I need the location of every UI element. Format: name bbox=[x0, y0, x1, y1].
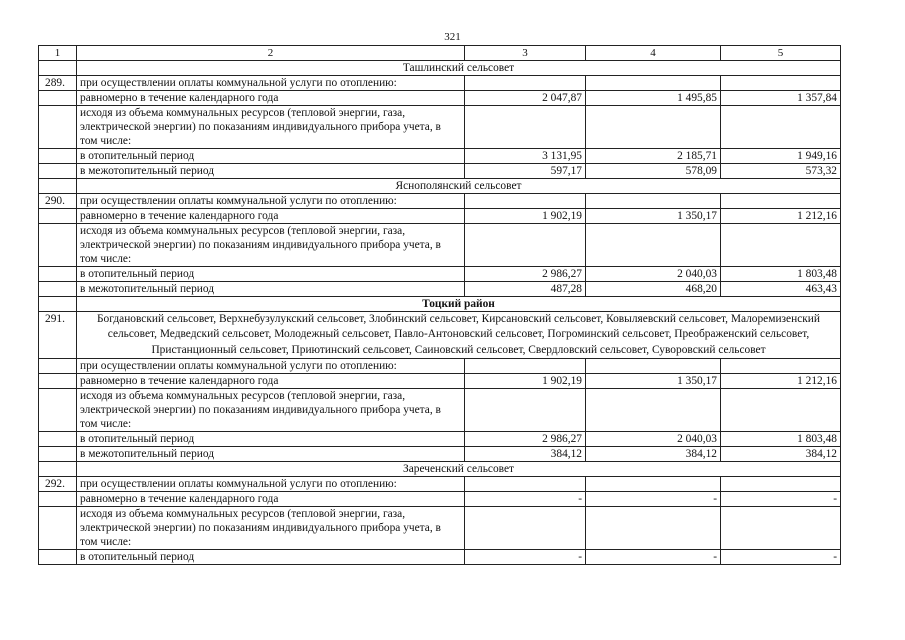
section-title: Ташлинский сельсовет bbox=[77, 61, 841, 76]
value-cell-col4 bbox=[586, 106, 721, 149]
table-row bbox=[39, 491, 841, 506]
row-number-cell: 291. bbox=[39, 312, 77, 359]
description-cell: равномерно в течение календарного года bbox=[77, 209, 465, 224]
value-cell-col4: 2 040,03 bbox=[586, 431, 721, 446]
table-row bbox=[39, 358, 841, 373]
value-cell-col5: 1 803,48 bbox=[721, 267, 841, 282]
description-cell: в межотопительный период bbox=[77, 282, 465, 297]
table-row bbox=[39, 209, 841, 224]
value-cell-col3 bbox=[465, 476, 586, 491]
row-number-cell bbox=[39, 61, 77, 76]
page-number: 321 bbox=[444, 31, 461, 43]
value-cell-col3: 384,12 bbox=[465, 446, 586, 461]
value-cell-col3: - bbox=[465, 549, 586, 564]
value-cell-col5: - bbox=[721, 549, 841, 564]
description-cell: в отопительный период bbox=[77, 549, 465, 564]
value-cell-col5: 1 212,16 bbox=[721, 209, 841, 224]
row-number-cell bbox=[39, 224, 77, 267]
value-cell-col3: 3 131,95 bbox=[465, 149, 586, 164]
table-row bbox=[39, 194, 841, 209]
row-number-cell bbox=[39, 267, 77, 282]
value-cell-col4: 468,20 bbox=[586, 282, 721, 297]
section-row bbox=[39, 61, 841, 76]
value-cell-col4: 1 495,85 bbox=[586, 91, 721, 106]
table-row bbox=[39, 106, 841, 149]
value-cell-col3 bbox=[465, 224, 586, 267]
description-cell: в отопительный период bbox=[77, 149, 465, 164]
table-row bbox=[39, 91, 841, 106]
table-row bbox=[39, 476, 841, 491]
value-cell-col4: 384,12 bbox=[586, 446, 721, 461]
section-row bbox=[39, 297, 841, 312]
value-cell-col3: - bbox=[465, 491, 586, 506]
table-row bbox=[39, 149, 841, 164]
row-number-cell bbox=[39, 373, 77, 388]
table-row bbox=[39, 446, 841, 461]
description-cell: равномерно в течение календарного года bbox=[77, 373, 465, 388]
description-cell: в отопительный период bbox=[77, 267, 465, 282]
value-cell-col3 bbox=[465, 358, 586, 373]
row-number-cell bbox=[39, 106, 77, 149]
table-row bbox=[39, 388, 841, 431]
row-number-cell: 289. bbox=[39, 76, 77, 91]
description-cell: при осуществлении оплаты коммунальной услуги по отоплению: bbox=[77, 194, 465, 209]
description-cell: в межотопительный период bbox=[77, 164, 465, 179]
description-cell: при осуществлении оплаты коммунальной услуги по отоплению: bbox=[77, 76, 465, 91]
column-header: 5 bbox=[721, 46, 841, 61]
row-number-cell bbox=[39, 149, 77, 164]
value-cell-col3 bbox=[465, 506, 586, 549]
table-row bbox=[39, 224, 841, 267]
value-cell-col3: 1 902,19 bbox=[465, 209, 586, 224]
row-number-cell bbox=[39, 549, 77, 564]
description-cell: при осуществлении оплаты коммунальной услуги по отоплению: bbox=[77, 358, 465, 373]
value-cell-col3 bbox=[465, 106, 586, 149]
table-row bbox=[39, 76, 841, 91]
value-cell-col5: 1 357,84 bbox=[721, 91, 841, 106]
row-number-cell bbox=[39, 179, 77, 194]
value-cell-col5: 573,32 bbox=[721, 164, 841, 179]
value-cell-col5: - bbox=[721, 491, 841, 506]
value-cell-col4: 1 350,17 bbox=[586, 209, 721, 224]
row-number-cell bbox=[39, 388, 77, 431]
value-cell-col5 bbox=[721, 224, 841, 267]
value-cell-col4 bbox=[586, 76, 721, 91]
row-number-cell bbox=[39, 282, 77, 297]
description-cell: исходя из объема коммунальных ресурсов (тепловой энергии, газа, электрической энергии) по показаниям индивидуального прибора учета, в том числе: bbox=[77, 506, 465, 549]
section-title: Тоцкий район bbox=[77, 297, 841, 312]
value-cell-col5 bbox=[721, 388, 841, 431]
table-row bbox=[39, 373, 841, 388]
district-list-row bbox=[39, 312, 841, 359]
description-cell: равномерно в течение календарного года bbox=[77, 491, 465, 506]
table-row bbox=[39, 431, 841, 446]
row-number-cell bbox=[39, 491, 77, 506]
table-row bbox=[39, 282, 841, 297]
value-cell-col3 bbox=[465, 76, 586, 91]
table-row bbox=[39, 267, 841, 282]
value-cell-col5 bbox=[721, 76, 841, 91]
value-cell-col5: 384,12 bbox=[721, 446, 841, 461]
value-cell-col4: - bbox=[586, 549, 721, 564]
table-row bbox=[39, 549, 841, 564]
value-cell-col3: 1 902,19 bbox=[465, 373, 586, 388]
row-number-cell bbox=[39, 431, 77, 446]
value-cell-col3: 487,28 bbox=[465, 282, 586, 297]
value-cell-col5 bbox=[721, 506, 841, 549]
row-number-cell bbox=[39, 446, 77, 461]
section-title: Зареченский сельсовет bbox=[77, 461, 841, 476]
row-number-cell: 290. bbox=[39, 194, 77, 209]
value-cell-col5: 1 212,16 bbox=[721, 373, 841, 388]
value-cell-col5 bbox=[721, 106, 841, 149]
description-cell: в отопительный период bbox=[77, 431, 465, 446]
tariff-table bbox=[38, 45, 841, 565]
description-cell: исходя из объема коммунальных ресурсов (тепловой энергии, газа, электрической энергии) по показаниям индивидуального прибора учета, в том числе: bbox=[77, 224, 465, 267]
row-number-cell bbox=[39, 297, 77, 312]
district-list-text: Богдановский сельсовет, Верхнебузулукский сельсовет, Злобинский сельсовет, Кирсановский сельсовет, Ковыляевский сельсовет, Малоремизенский сельсовет, Медведский сельсовет, Молодежный сельсовет, Павло-Антоновский сельсовет, Погроминский сельсовет, Преображенский сельсовет, Пристанционный сельсовет, Приютинский сельсовет, Саиновский сельсовет, Свердловский сельсовет, Суворовский сельсовет bbox=[77, 312, 841, 359]
value-cell-col3: 2 047,87 bbox=[465, 91, 586, 106]
value-cell-col4 bbox=[586, 476, 721, 491]
description-cell: равномерно в течение календарного года bbox=[77, 91, 465, 106]
value-cell-col3: 2 986,27 bbox=[465, 267, 586, 282]
value-cell-col4 bbox=[586, 224, 721, 267]
value-cell-col5: 1 949,16 bbox=[721, 149, 841, 164]
value-cell-col4: 2 040,03 bbox=[586, 267, 721, 282]
section-title: Яснополянский сельсовет bbox=[77, 179, 841, 194]
value-cell-col5: 463,43 bbox=[721, 282, 841, 297]
description-cell: исходя из объема коммунальных ресурсов (тепловой энергии, газа, электрической энергии) по показаниям индивидуального прибора учета, в том числе: bbox=[77, 106, 465, 149]
value-cell-col4 bbox=[586, 194, 721, 209]
value-cell-col4: 2 185,71 bbox=[586, 149, 721, 164]
row-number-cell bbox=[39, 164, 77, 179]
column-header: 4 bbox=[586, 46, 721, 61]
value-cell-col5 bbox=[721, 358, 841, 373]
value-cell-col4: 578,09 bbox=[586, 164, 721, 179]
value-cell-col5: 1 803,48 bbox=[721, 431, 841, 446]
value-cell-col5 bbox=[721, 476, 841, 491]
value-cell-col3: 2 986,27 bbox=[465, 431, 586, 446]
table-row bbox=[39, 164, 841, 179]
value-cell-col3 bbox=[465, 194, 586, 209]
table-row bbox=[39, 506, 841, 549]
description-cell: в межотопительный период bbox=[77, 446, 465, 461]
row-number-cell bbox=[39, 358, 77, 373]
row-number-cell: 292. bbox=[39, 476, 77, 491]
row-number-cell bbox=[39, 209, 77, 224]
value-cell-col4 bbox=[586, 388, 721, 431]
value-cell-col3 bbox=[465, 388, 586, 431]
value-cell-col4: 1 350,17 bbox=[586, 373, 721, 388]
row-number-cell bbox=[39, 461, 77, 476]
section-row bbox=[39, 461, 841, 476]
header-row bbox=[39, 46, 841, 61]
value-cell-col5 bbox=[721, 194, 841, 209]
column-header: 2 bbox=[77, 46, 465, 61]
value-cell-col3: 597,17 bbox=[465, 164, 586, 179]
value-cell-col4 bbox=[586, 358, 721, 373]
section-row bbox=[39, 179, 841, 194]
row-number-cell bbox=[39, 506, 77, 549]
description-cell: при осуществлении оплаты коммунальной услуги по отоплению: bbox=[77, 476, 465, 491]
column-header: 3 bbox=[465, 46, 586, 61]
column-header: 1 bbox=[39, 46, 77, 61]
description-cell: исходя из объема коммунальных ресурсов (тепловой энергии, газа, электрической энергии) по показаниям индивидуального прибора учета, в том числе: bbox=[77, 388, 465, 431]
value-cell-col4: - bbox=[586, 491, 721, 506]
value-cell-col4 bbox=[586, 506, 721, 549]
row-number-cell bbox=[39, 91, 77, 106]
